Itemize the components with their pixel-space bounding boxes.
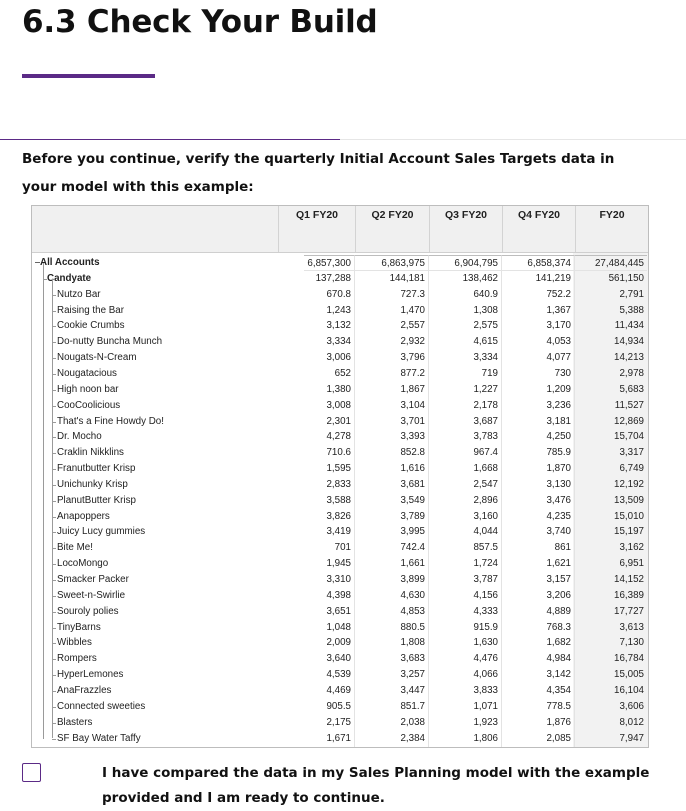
table-cell[interactable]: 785.9: [502, 445, 575, 461]
row-label[interactable]: Cookie Crumbs: [57, 320, 125, 332]
table-cell[interactable]: 652: [304, 366, 355, 382]
table-cell[interactable]: 778.5: [502, 699, 575, 715]
table-row: [32, 699, 648, 715]
table-cell[interactable]: 3,206: [502, 588, 575, 604]
table-row: [32, 540, 648, 556]
table-row: [32, 620, 648, 636]
column-header-q2[interactable]: Q2 FY20: [371, 209, 414, 221]
table-cell[interactable]: 6,863,975: [355, 255, 429, 271]
table-cell[interactable]: 14,152: [614, 574, 644, 585]
table-cell[interactable]: 3,104: [355, 398, 429, 414]
table-row-total: [32, 255, 648, 271]
page-title: 6.3 Check Your Build: [22, 4, 378, 40]
table-cell[interactable]: 138,462: [429, 271, 502, 287]
table-row: [32, 287, 648, 303]
table-cell[interactable]: 1,616: [355, 461, 429, 477]
table-cell[interactable]: 6,904,795: [429, 255, 502, 271]
table-cell[interactable]: 1,595: [304, 461, 355, 477]
table-cell[interactable]: 5,388: [619, 304, 644, 316]
table-cell[interactable]: 2,978: [619, 367, 644, 379]
table-row: [32, 318, 648, 334]
table-cell[interactable]: 561,150: [608, 272, 644, 284]
table-cell[interactable]: 6,951: [619, 558, 644, 570]
table-cell[interactable]: 1,668: [429, 461, 502, 477]
table-cell[interactable]: 1,923: [429, 715, 502, 731]
table-cell[interactable]: 3,613: [619, 621, 644, 633]
table-cell[interactable]: 7,947: [619, 732, 644, 744]
table-cell[interactable]: 4,235: [502, 509, 575, 525]
table-row: [32, 461, 648, 477]
table-cell[interactable]: 13,509: [614, 494, 644, 506]
table-cell[interactable]: 11,434: [614, 320, 644, 332]
table-cell[interactable]: 2,038: [355, 715, 429, 731]
row-label[interactable]: SF Bay Water Taffy: [57, 732, 141, 744]
row-label[interactable]: Nougats-N-Cream: [57, 352, 137, 364]
table-cell[interactable]: 851.7: [355, 699, 429, 715]
table-row: [32, 715, 648, 731]
table-cell[interactable]: 3,334: [429, 350, 502, 366]
table-cell[interactable]: 3,008: [304, 398, 355, 414]
table-cell[interactable]: 3,157: [502, 572, 575, 588]
table-cell[interactable]: 877.2: [355, 366, 429, 382]
table-cell[interactable]: 3,683: [355, 651, 429, 667]
table-cell[interactable]: 967.4: [429, 445, 502, 461]
table-row: [32, 493, 648, 509]
table-row: [32, 572, 648, 588]
table-cell[interactable]: 6,857,300: [304, 255, 355, 271]
table-cell[interactable]: 4,044: [429, 524, 502, 540]
row-label[interactable]: TinyBarns: [57, 621, 101, 633]
row-label[interactable]: CooCoolicious: [57, 399, 121, 411]
table-row: [32, 398, 648, 414]
table-cell[interactable]: 15,010: [614, 510, 644, 522]
confirm-checkbox[interactable]: [22, 763, 41, 782]
table-cell[interactable]: 3,170: [502, 318, 575, 334]
table-cell[interactable]: 2,178: [429, 398, 502, 414]
table-cell[interactable]: 1,071: [429, 699, 502, 715]
table-cell[interactable]: 1,806: [429, 731, 502, 747]
table-cell[interactable]: 3,142: [502, 667, 575, 683]
table-cell[interactable]: 4,066: [429, 667, 502, 683]
table-cell[interactable]: 3,006: [304, 350, 355, 366]
table-row: [32, 556, 648, 572]
row-label[interactable]: High noon bar: [57, 383, 119, 395]
table-cell[interactable]: 4,333: [429, 604, 502, 620]
table-cell[interactable]: 3,181: [502, 414, 575, 430]
row-label[interactable]: Nougatacious: [57, 367, 117, 379]
section-divider: [0, 139, 340, 140]
table-cell[interactable]: 4,984: [502, 651, 575, 667]
row-label[interactable]: Unichunky Krisp: [57, 478, 128, 490]
intro-text: Before you continue, verify the quarterly Initial Account Sales Targets data in your model with this example:: [22, 151, 615, 195]
table-cell[interactable]: 3,588: [304, 493, 355, 509]
table-cell[interactable]: 11,527: [614, 399, 644, 411]
table-cell[interactable]: 15,005: [614, 669, 644, 681]
table-row: [32, 509, 648, 525]
table-cell[interactable]: 14,213: [614, 352, 644, 364]
grid-header: [32, 206, 648, 253]
table-cell[interactable]: 16,389: [614, 589, 644, 601]
row-label[interactable]: Connected sweeties: [57, 700, 146, 712]
table-cell[interactable]: 3,740: [502, 524, 575, 540]
table-cell[interactable]: 2,009: [304, 635, 355, 651]
table-cell[interactable]: 1,367: [502, 303, 575, 319]
table-cell[interactable]: 3,833: [429, 683, 502, 699]
table-cell[interactable]: 1,876: [502, 715, 575, 731]
row-label[interactable]: HyperLemones: [57, 669, 124, 681]
table-cell[interactable]: 3,783: [429, 429, 502, 445]
table-cell[interactable]: 3,257: [355, 667, 429, 683]
table-cell[interactable]: 3,651: [304, 604, 355, 620]
table-cell[interactable]: 12,192: [614, 478, 644, 490]
table-cell[interactable]: 1,470: [355, 303, 429, 319]
table-cell[interactable]: 3,789: [355, 509, 429, 525]
table-cell[interactable]: 3,130: [502, 477, 575, 493]
column-header-q4[interactable]: Q4 FY20: [517, 209, 561, 221]
row-label[interactable]: Juicy Lucy gummies: [57, 526, 146, 538]
tree-line: [52, 279, 53, 739]
table-cell[interactable]: 8,012: [619, 716, 644, 728]
table-cell[interactable]: 1,724: [429, 556, 502, 572]
table-row: [32, 334, 648, 350]
table-row: [32, 445, 648, 461]
table-cell[interactable]: 1,621: [502, 556, 575, 572]
table-cell[interactable]: 17,727: [614, 605, 644, 617]
table-cell[interactable]: 3,826: [304, 509, 355, 525]
column-header-fy20[interactable]: FY20: [599, 209, 625, 221]
table-cell[interactable]: 3,236: [502, 398, 575, 414]
table-cell[interactable]: 1,808: [355, 635, 429, 651]
table-cell[interactable]: 7,130: [619, 637, 644, 649]
table-cell[interactable]: 3,787: [429, 572, 502, 588]
table-cell[interactable]: 4,853: [355, 604, 429, 620]
row-label[interactable]: All Accounts: [40, 257, 100, 268]
table-cell[interactable]: 16,104: [614, 684, 644, 696]
table-cell[interactable]: 2,557: [355, 318, 429, 334]
table-cell[interactable]: 1,243: [304, 303, 355, 319]
table-row: [32, 604, 648, 620]
table-cell[interactable]: 1,671: [304, 731, 355, 747]
table-cell[interactable]: 1,945: [304, 556, 355, 572]
row-label[interactable]: PlanutButter Krisp: [57, 494, 136, 506]
row-label[interactable]: Souroly polies: [57, 605, 119, 617]
table-cell[interactable]: 4,053: [502, 334, 575, 350]
table-cell[interactable]: 2,547: [429, 477, 502, 493]
row-label[interactable]: Dr. Mocho: [57, 431, 102, 443]
table-row: [32, 414, 648, 430]
table-cell[interactable]: 4,250: [502, 429, 575, 445]
table-cell[interactable]: 144,181: [355, 271, 429, 287]
table-cell[interactable]: 6,858,374: [502, 255, 575, 271]
collapse-icon[interactable]: [35, 262, 40, 263]
table-row: [32, 524, 648, 540]
row-label[interactable]: That's a Fine Howdy Do!: [57, 415, 164, 427]
table-cell[interactable]: 1,630: [429, 635, 502, 651]
table-cell[interactable]: 2,085: [502, 731, 575, 747]
table-cell[interactable]: 1,867: [355, 382, 429, 398]
column-header-q3[interactable]: Q3 FY20: [444, 209, 488, 221]
table-cell[interactable]: 4,278: [304, 429, 355, 445]
table-cell[interactable]: 12,869: [614, 415, 644, 427]
table-cell[interactable]: 710.6: [304, 445, 355, 461]
table-row: [32, 588, 648, 604]
row-label[interactable]: Do-nutty Buncha Munch: [57, 336, 163, 348]
title-underline: [22, 74, 155, 78]
table-cell[interactable]: 2,833: [304, 477, 355, 493]
row-label[interactable]: Craklin Nikklins: [57, 447, 124, 459]
table-row: [32, 477, 648, 493]
table-row: [32, 731, 648, 747]
table-cell[interactable]: 4,354: [502, 683, 575, 699]
table-row: [32, 651, 648, 667]
table-cell[interactable]: 915.9: [429, 620, 502, 636]
table-cell[interactable]: 742.4: [355, 540, 429, 556]
table-row: [32, 271, 648, 287]
table-row: [32, 350, 648, 366]
table-cell[interactable]: 4,156: [429, 588, 502, 604]
table-cell[interactable]: 4,615: [429, 334, 502, 350]
table-cell[interactable]: 1,308: [429, 303, 502, 319]
table-cell[interactable]: 905.5: [304, 699, 355, 715]
table-cell[interactable]: 3,640: [304, 651, 355, 667]
table-cell[interactable]: 3,160: [429, 509, 502, 525]
table-cell[interactable]: 3,334: [304, 334, 355, 350]
table-cell[interactable]: 5,683: [619, 383, 644, 395]
table-cell[interactable]: 1,048: [304, 620, 355, 636]
table-cell[interactable]: 1,380: [304, 382, 355, 398]
table-cell[interactable]: 730: [502, 366, 575, 382]
table-cell[interactable]: 14,934: [614, 336, 644, 348]
table-cell[interactable]: 15,197: [614, 526, 644, 538]
table-cell[interactable]: 3,701: [355, 414, 429, 430]
row-label[interactable]: Candyate: [47, 272, 92, 284]
row-label[interactable]: Anapoppers: [57, 510, 110, 522]
section-divider-light: [340, 139, 686, 140]
table-cell[interactable]: 3,995: [355, 524, 429, 540]
row-label[interactable]: Bite Me!: [57, 542, 93, 554]
row-label[interactable]: Blasters: [57, 716, 93, 728]
table-cell[interactable]: 1,870: [502, 461, 575, 477]
table-cell[interactable]: 4,889: [502, 604, 575, 620]
table-cell[interactable]: 727.3: [355, 287, 429, 303]
row-label[interactable]: Raising the Bar: [57, 304, 124, 316]
table-row: [32, 683, 648, 699]
sales-targets-grid: [31, 205, 649, 748]
table-cell[interactable]: 768.3: [502, 620, 575, 636]
table-cell[interactable]: 2,175: [304, 715, 355, 731]
table-cell[interactable]: 2,384: [355, 731, 429, 747]
row-label[interactable]: Nutzo Bar: [57, 288, 101, 300]
table-cell[interactable]: 640.9: [429, 287, 502, 303]
table-cell[interactable]: 3,310: [304, 572, 355, 588]
table-cell[interactable]: 141,219: [502, 271, 575, 287]
table-cell[interactable]: 2,791: [619, 288, 644, 300]
table-cell[interactable]: 4,398: [304, 588, 355, 604]
table-cell[interactable]: 3,476: [502, 493, 575, 509]
table-row: [32, 382, 648, 398]
table-cell[interactable]: 4,077: [502, 350, 575, 366]
table-cell[interactable]: 2,932: [355, 334, 429, 350]
table-cell[interactable]: 701: [304, 540, 355, 556]
row-label[interactable]: Sweet-n-Swirlie: [57, 589, 126, 601]
table-row: [32, 366, 648, 382]
table-cell[interactable]: 3,393: [355, 429, 429, 445]
row-label[interactable]: LocoMongo: [57, 558, 109, 570]
table-cell[interactable]: 719: [429, 366, 502, 382]
table-cell[interactable]: 3,419: [304, 524, 355, 540]
table-cell[interactable]: 4,469: [304, 683, 355, 699]
table-cell[interactable]: 3,447: [355, 683, 429, 699]
table-cell[interactable]: 880.5: [355, 620, 429, 636]
table-cell[interactable]: 3,162: [619, 542, 644, 554]
table-row: [32, 635, 648, 651]
table-row: [32, 667, 648, 683]
table-row: [32, 429, 648, 445]
table-cell[interactable]: 3,687: [429, 414, 502, 430]
table-cell[interactable]: 4,476: [429, 651, 502, 667]
table-row: [32, 303, 648, 319]
table-cell[interactable]: 6,749: [619, 463, 644, 475]
table-cell[interactable]: 752.2: [502, 287, 575, 303]
table-cell[interactable]: 137,288: [304, 271, 355, 287]
table-cell[interactable]: 27,484,445: [575, 255, 647, 271]
tree-connector: [52, 739, 56, 740]
table-cell[interactable]: 1,227: [429, 382, 502, 398]
table-cell[interactable]: 670.8: [304, 287, 355, 303]
table-cell[interactable]: 857.5: [429, 540, 502, 556]
table-cell[interactable]: 3,681: [355, 477, 429, 493]
confirm-text: I have compared the data in my Sales Planning model with the example provided and I am ready to continue.: [102, 765, 650, 806]
row-label[interactable]: Smacker Packer: [57, 574, 129, 585]
table-cell[interactable]: 1,682: [502, 635, 575, 651]
table-cell[interactable]: 4,630: [355, 588, 429, 604]
table-cell[interactable]: 2,575: [429, 318, 502, 334]
row-label[interactable]: Wibbles: [57, 637, 92, 649]
table-cell[interactable]: 3,317: [619, 447, 644, 459]
table-cell[interactable]: 861: [502, 540, 575, 556]
table-cell[interactable]: 3,606: [619, 700, 644, 712]
row-label[interactable]: Franutbutter Krisp: [57, 463, 136, 475]
table-cell[interactable]: 3,796: [355, 350, 429, 366]
table-cell[interactable]: 852.8: [355, 445, 429, 461]
table-cell[interactable]: 3,132: [304, 318, 355, 334]
tree-line: [43, 263, 44, 739]
table-cell[interactable]: 1,209: [502, 382, 575, 398]
table-cell[interactable]: 2,301: [304, 414, 355, 430]
table-cell[interactable]: 3,549: [355, 493, 429, 509]
table-cell[interactable]: 15,704: [614, 431, 644, 443]
table-cell[interactable]: 4,539: [304, 667, 355, 683]
row-label[interactable]: AnaFrazzles: [57, 684, 112, 696]
table-cell[interactable]: 3,899: [355, 572, 429, 588]
row-label[interactable]: Rompers: [57, 653, 97, 665]
table-cell[interactable]: 16,784: [614, 653, 644, 665]
table-cell[interactable]: 2,896: [429, 493, 502, 509]
column-header-q1[interactable]: Q1 FY20: [295, 209, 339, 221]
table-cell[interactable]: 1,661: [355, 556, 429, 572]
